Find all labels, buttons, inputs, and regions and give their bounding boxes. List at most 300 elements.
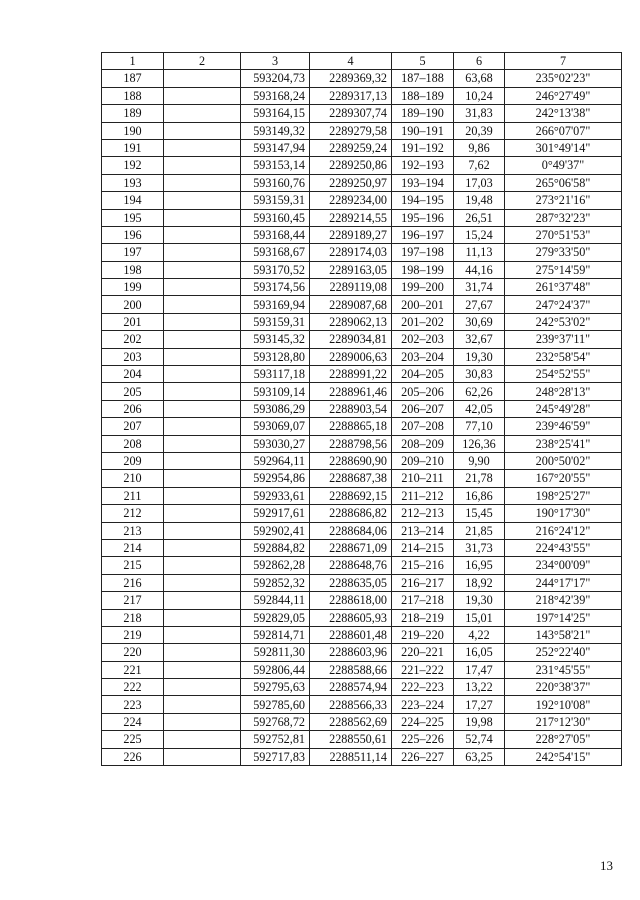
column-header-1: 1	[102, 53, 164, 70]
table-row	[102, 279, 622, 296]
bearing-cell: 275°14'59"	[505, 261, 622, 278]
point-number-cell: 224	[102, 713, 164, 730]
distance-cell: 126,36	[454, 435, 505, 452]
point-number-cell: 196	[102, 226, 164, 243]
blank-cell-cell	[164, 505, 241, 522]
y-coordinate-cell: 2289250,97	[310, 174, 392, 191]
distance-cell: 30,69	[454, 313, 505, 330]
y-coordinate-cell: 2288574,94	[310, 679, 392, 696]
y-coordinate-cell: 2289259,24	[310, 139, 392, 156]
y-coordinate-cell: 2288991,22	[310, 366, 392, 383]
blank-cell-cell	[164, 331, 241, 348]
y-coordinate-cell: 2289189,27	[310, 226, 392, 243]
distance-cell: 17,03	[454, 174, 505, 191]
segment-cell: 191–192	[392, 139, 454, 156]
bearing-cell: 252°22'40"	[505, 644, 622, 661]
bearing-cell: 261°37'48"	[505, 279, 622, 296]
table-row	[102, 679, 622, 696]
x-coordinate-cell: 593169,94	[241, 296, 310, 313]
table-row	[102, 452, 622, 469]
distance-cell: 19,48	[454, 192, 505, 209]
segment-cell: 188–189	[392, 87, 454, 104]
blank-cell-cell	[164, 748, 241, 765]
y-coordinate-cell: 2288601,48	[310, 626, 392, 643]
blank-cell-cell	[164, 435, 241, 452]
table-row	[102, 244, 622, 261]
y-coordinate-cell: 2288635,05	[310, 574, 392, 591]
bearing-cell: 224°43'55"	[505, 539, 622, 556]
y-coordinate-cell: 2289163,05	[310, 261, 392, 278]
column-header-3: 3	[241, 53, 310, 70]
blank-cell-cell	[164, 626, 241, 643]
distance-cell: 63,68	[454, 70, 505, 87]
bearing-cell: 244°17'17"	[505, 574, 622, 591]
y-coordinate-cell: 2289062,13	[310, 313, 392, 330]
distance-cell: 31,73	[454, 539, 505, 556]
segment-cell: 217–218	[392, 592, 454, 609]
y-coordinate-cell: 2289174,03	[310, 244, 392, 261]
segment-cell: 196–197	[392, 226, 454, 243]
blank-cell-cell	[164, 644, 241, 661]
table-row	[102, 748, 622, 765]
y-coordinate-cell: 2288550,61	[310, 731, 392, 748]
table-row	[102, 313, 622, 330]
segment-cell: 213–214	[392, 522, 454, 539]
blank-cell-cell	[164, 713, 241, 730]
blank-cell-cell	[164, 470, 241, 487]
blank-cell-cell	[164, 557, 241, 574]
x-coordinate-cell: 592768,72	[241, 713, 310, 730]
segment-cell: 197–198	[392, 244, 454, 261]
x-coordinate-cell: 592917,61	[241, 505, 310, 522]
segment-cell: 209–210	[392, 452, 454, 469]
table-row	[102, 661, 622, 678]
segment-cell: 195–196	[392, 209, 454, 226]
x-coordinate-cell: 592814,71	[241, 626, 310, 643]
table-row	[102, 331, 622, 348]
table-row	[102, 348, 622, 365]
distance-cell: 19,30	[454, 592, 505, 609]
blank-cell-cell	[164, 261, 241, 278]
x-coordinate-cell: 593168,44	[241, 226, 310, 243]
bearing-cell: 198°25'27"	[505, 487, 622, 504]
point-number-cell: 220	[102, 644, 164, 661]
segment-cell: 216–217	[392, 574, 454, 591]
x-coordinate-cell: 592862,28	[241, 557, 310, 574]
table-row	[102, 174, 622, 191]
column-header-2: 2	[164, 53, 241, 70]
distance-cell: 62,26	[454, 383, 505, 400]
y-coordinate-cell: 2288511,14	[310, 748, 392, 765]
point-number-cell: 207	[102, 418, 164, 435]
bearing-cell: 220°38'37"	[505, 679, 622, 696]
bearing-cell: 273°21'16"	[505, 192, 622, 209]
y-coordinate-cell: 2288648,76	[310, 557, 392, 574]
segment-cell: 214–215	[392, 539, 454, 556]
bearing-cell: 234°00'09"	[505, 557, 622, 574]
point-number-cell: 216	[102, 574, 164, 591]
x-coordinate-cell: 592717,83	[241, 748, 310, 765]
point-number-cell: 212	[102, 505, 164, 522]
segment-cell: 190–191	[392, 122, 454, 139]
table-row	[102, 696, 622, 713]
distance-cell: 9,86	[454, 139, 505, 156]
y-coordinate-cell: 2289250,86	[310, 157, 392, 174]
x-coordinate-cell: 592795,63	[241, 679, 310, 696]
table-row	[102, 400, 622, 417]
segment-cell: 211–212	[392, 487, 454, 504]
blank-cell-cell	[164, 661, 241, 678]
bearing-cell: 235°02'23"	[505, 70, 622, 87]
x-coordinate-cell: 592884,82	[241, 539, 310, 556]
bearing-cell: 301°49'14"	[505, 139, 622, 156]
bearing-cell: 270°51'53"	[505, 226, 622, 243]
point-number-cell: 223	[102, 696, 164, 713]
x-coordinate-cell: 593168,24	[241, 87, 310, 104]
x-coordinate-cell: 593109,14	[241, 383, 310, 400]
bearing-cell: 254°52'55"	[505, 366, 622, 383]
point-number-cell: 209	[102, 452, 164, 469]
bearing-cell: 190°17'30"	[505, 505, 622, 522]
blank-cell-cell	[164, 452, 241, 469]
bearing-cell: 248°28'13"	[505, 383, 622, 400]
table-row	[102, 105, 622, 122]
segment-cell: 187–188	[392, 70, 454, 87]
segment-cell: 189–190	[392, 105, 454, 122]
blank-cell-cell	[164, 731, 241, 748]
bearing-cell: 232°58'54"	[505, 348, 622, 365]
distance-cell: 17,47	[454, 661, 505, 678]
bearing-cell: 242°53'02"	[505, 313, 622, 330]
segment-cell: 201–202	[392, 313, 454, 330]
point-number-cell: 199	[102, 279, 164, 296]
blank-cell-cell	[164, 487, 241, 504]
segment-cell: 210–211	[392, 470, 454, 487]
segment-cell: 200–201	[392, 296, 454, 313]
y-coordinate-cell: 2289317,13	[310, 87, 392, 104]
distance-cell: 17,27	[454, 696, 505, 713]
x-coordinate-cell: 593128,80	[241, 348, 310, 365]
blank-cell-cell	[164, 139, 241, 156]
segment-cell: 220–221	[392, 644, 454, 661]
point-number-cell: 191	[102, 139, 164, 156]
distance-cell: 16,05	[454, 644, 505, 661]
segment-cell: 205–206	[392, 383, 454, 400]
distance-cell: 26,51	[454, 209, 505, 226]
table-row	[102, 261, 622, 278]
segment-cell: 203–204	[392, 348, 454, 365]
bearing-cell: 218°42'39"	[505, 592, 622, 609]
point-number-cell: 219	[102, 626, 164, 643]
bearing-cell: 247°24'37"	[505, 296, 622, 313]
blank-cell-cell	[164, 313, 241, 330]
segment-cell: 223–224	[392, 696, 454, 713]
table-row	[102, 70, 622, 87]
segment-cell: 224–225	[392, 713, 454, 730]
segment-cell: 192–193	[392, 157, 454, 174]
segment-cell: 226–227	[392, 748, 454, 765]
table-row	[102, 644, 622, 661]
x-coordinate-cell: 593164,15	[241, 105, 310, 122]
bearing-cell: 266°07'07"	[505, 122, 622, 139]
y-coordinate-cell: 2288687,38	[310, 470, 392, 487]
point-number-cell: 225	[102, 731, 164, 748]
segment-cell: 194–195	[392, 192, 454, 209]
y-coordinate-cell: 2288605,93	[310, 609, 392, 626]
y-coordinate-cell: 2288690,90	[310, 452, 392, 469]
distance-cell: 42,05	[454, 400, 505, 417]
point-number-cell: 217	[102, 592, 164, 609]
bearing-cell: 238°25'41"	[505, 435, 622, 452]
bearing-cell: 239°37'11"	[505, 331, 622, 348]
y-coordinate-cell: 2288566,33	[310, 696, 392, 713]
point-number-cell: 192	[102, 157, 164, 174]
table-row	[102, 209, 622, 226]
x-coordinate-cell: 592902,41	[241, 522, 310, 539]
blank-cell-cell	[164, 366, 241, 383]
y-coordinate-cell: 2288961,46	[310, 383, 392, 400]
bearing-cell: 216°24'12"	[505, 522, 622, 539]
x-coordinate-cell: 592806,44	[241, 661, 310, 678]
point-number-cell: 204	[102, 366, 164, 383]
x-coordinate-cell: 593160,45	[241, 209, 310, 226]
bearing-cell: 265°06'58"	[505, 174, 622, 191]
table-row	[102, 122, 622, 139]
y-coordinate-cell: 2288618,00	[310, 592, 392, 609]
bearing-cell: 242°13'38"	[505, 105, 622, 122]
bearing-cell: 143°58'21"	[505, 626, 622, 643]
table-row	[102, 505, 622, 522]
y-coordinate-cell: 2289307,74	[310, 105, 392, 122]
blank-cell-cell	[164, 574, 241, 591]
point-number-cell: 200	[102, 296, 164, 313]
column-header-5: 5	[392, 53, 454, 70]
segment-cell: 221–222	[392, 661, 454, 678]
y-coordinate-cell: 2288903,54	[310, 400, 392, 417]
table-row	[102, 539, 622, 556]
y-coordinate-cell: 2288798,56	[310, 435, 392, 452]
point-number-cell: 208	[102, 435, 164, 452]
table-row	[102, 522, 622, 539]
y-coordinate-cell: 2288588,66	[310, 661, 392, 678]
y-coordinate-cell: 2289369,32	[310, 70, 392, 87]
bearing-cell: 279°33'50"	[505, 244, 622, 261]
distance-cell: 16,95	[454, 557, 505, 574]
x-coordinate-cell: 593149,32	[241, 122, 310, 139]
column-header-7: 7	[505, 53, 622, 70]
y-coordinate-cell: 2289006,63	[310, 348, 392, 365]
segment-cell: 204–205	[392, 366, 454, 383]
point-number-cell: 188	[102, 87, 164, 104]
x-coordinate-cell: 592852,32	[241, 574, 310, 591]
table-row	[102, 418, 622, 435]
column-header-4: 4	[310, 53, 392, 70]
point-number-cell: 214	[102, 539, 164, 556]
blank-cell-cell	[164, 609, 241, 626]
table-row	[102, 731, 622, 748]
distance-cell: 4,22	[454, 626, 505, 643]
page-number: 13	[600, 858, 613, 873]
table-row	[102, 139, 622, 156]
x-coordinate-cell: 592752,81	[241, 731, 310, 748]
distance-cell: 10,24	[454, 87, 505, 104]
point-number-cell: 193	[102, 174, 164, 191]
point-number-cell: 197	[102, 244, 164, 261]
distance-cell: 32,67	[454, 331, 505, 348]
bearing-cell: 167°20'55"	[505, 470, 622, 487]
point-number-cell: 226	[102, 748, 164, 765]
blank-cell-cell	[164, 679, 241, 696]
blank-cell-cell	[164, 226, 241, 243]
y-coordinate-cell: 2289034,81	[310, 331, 392, 348]
distance-cell: 30,83	[454, 366, 505, 383]
x-coordinate-cell: 593086,29	[241, 400, 310, 417]
point-number-cell: 221	[102, 661, 164, 678]
segment-cell: 193–194	[392, 174, 454, 191]
x-coordinate-cell: 593117,18	[241, 366, 310, 383]
distance-cell: 44,16	[454, 261, 505, 278]
table-row	[102, 574, 622, 591]
x-coordinate-cell: 593030,27	[241, 435, 310, 452]
y-coordinate-cell: 2288603,96	[310, 644, 392, 661]
bearing-cell: 246°27'49"	[505, 87, 622, 104]
point-number-cell: 202	[102, 331, 164, 348]
point-number-cell: 194	[102, 192, 164, 209]
segment-cell: 199–200	[392, 279, 454, 296]
distance-cell: 15,45	[454, 505, 505, 522]
table-header-row	[102, 53, 622, 70]
point-number-cell: 206	[102, 400, 164, 417]
x-coordinate-cell: 592964,11	[241, 452, 310, 469]
y-coordinate-cell: 2288686,82	[310, 505, 392, 522]
distance-cell: 9,90	[454, 452, 505, 469]
distance-cell: 19,98	[454, 713, 505, 730]
blank-cell-cell	[164, 122, 241, 139]
x-coordinate-cell: 593170,52	[241, 261, 310, 278]
bearing-cell: 245°49'28"	[505, 400, 622, 417]
blank-cell-cell	[164, 522, 241, 539]
blank-cell-cell	[164, 418, 241, 435]
x-coordinate-cell: 593159,31	[241, 313, 310, 330]
segment-cell: 206–207	[392, 400, 454, 417]
distance-cell: 7,62	[454, 157, 505, 174]
y-coordinate-cell: 2288692,15	[310, 487, 392, 504]
y-coordinate-cell: 2289279,58	[310, 122, 392, 139]
table-row	[102, 296, 622, 313]
segment-cell: 202–203	[392, 331, 454, 348]
bearing-cell: 200°50'02"	[505, 452, 622, 469]
blank-cell-cell	[164, 539, 241, 556]
distance-cell: 11,13	[454, 244, 505, 261]
point-number-cell: 205	[102, 383, 164, 400]
bearing-cell: 217°12'30"	[505, 713, 622, 730]
blank-cell-cell	[164, 383, 241, 400]
x-coordinate-cell: 592954,86	[241, 470, 310, 487]
blank-cell-cell	[164, 400, 241, 417]
blank-cell-cell	[164, 174, 241, 191]
point-number-cell: 211	[102, 487, 164, 504]
point-number-cell: 222	[102, 679, 164, 696]
x-coordinate-cell: 593147,94	[241, 139, 310, 156]
table-row	[102, 226, 622, 243]
y-coordinate-cell: 2288562,69	[310, 713, 392, 730]
bearing-cell: 197°14'25"	[505, 609, 622, 626]
segment-cell: 208–209	[392, 435, 454, 452]
table-row	[102, 713, 622, 730]
point-number-cell: 213	[102, 522, 164, 539]
segment-cell: 222–223	[392, 679, 454, 696]
distance-cell: 27,67	[454, 296, 505, 313]
segment-cell: 207–208	[392, 418, 454, 435]
x-coordinate-cell: 593168,67	[241, 244, 310, 261]
x-coordinate-cell: 592933,61	[241, 487, 310, 504]
y-coordinate-cell: 2289234,00	[310, 192, 392, 209]
bearing-cell: 192°10'08"	[505, 696, 622, 713]
segment-cell: 212–213	[392, 505, 454, 522]
table-row	[102, 487, 622, 504]
distance-cell: 18,92	[454, 574, 505, 591]
segment-cell: 225–226	[392, 731, 454, 748]
coordinates-table	[101, 52, 622, 766]
y-coordinate-cell: 2289214,55	[310, 209, 392, 226]
table-row	[102, 470, 622, 487]
table-row	[102, 592, 622, 609]
bearing-cell: 0°49'37"	[505, 157, 622, 174]
distance-cell: 52,74	[454, 731, 505, 748]
blank-cell-cell	[164, 209, 241, 226]
y-coordinate-cell: 2288671,09	[310, 539, 392, 556]
blank-cell-cell	[164, 279, 241, 296]
segment-cell: 198–199	[392, 261, 454, 278]
bearing-cell: 239°46'59"	[505, 418, 622, 435]
blank-cell-cell	[164, 70, 241, 87]
point-number-cell: 195	[102, 209, 164, 226]
y-coordinate-cell: 2289087,68	[310, 296, 392, 313]
point-number-cell: 210	[102, 470, 164, 487]
point-number-cell: 203	[102, 348, 164, 365]
segment-cell: 215–216	[392, 557, 454, 574]
x-coordinate-cell: 593145,32	[241, 331, 310, 348]
distance-cell: 77,10	[454, 418, 505, 435]
segment-cell: 219–220	[392, 626, 454, 643]
distance-cell: 21,85	[454, 522, 505, 539]
blank-cell-cell	[164, 296, 241, 313]
point-number-cell: 189	[102, 105, 164, 122]
table-row	[102, 366, 622, 383]
blank-cell-cell	[164, 696, 241, 713]
point-number-cell: 201	[102, 313, 164, 330]
segment-cell: 218–219	[392, 609, 454, 626]
blank-cell-cell	[164, 105, 241, 122]
bearing-cell: 242°54'15"	[505, 748, 622, 765]
x-coordinate-cell: 592844,11	[241, 592, 310, 609]
blank-cell-cell	[164, 192, 241, 209]
point-number-cell: 190	[102, 122, 164, 139]
distance-cell: 16,86	[454, 487, 505, 504]
table-row	[102, 609, 622, 626]
table-row	[102, 557, 622, 574]
table-row	[102, 435, 622, 452]
distance-cell: 15,24	[454, 226, 505, 243]
bearing-cell: 231°45'55"	[505, 661, 622, 678]
distance-cell: 15,01	[454, 609, 505, 626]
bearing-cell: 228°27'05"	[505, 731, 622, 748]
distance-cell: 31,83	[454, 105, 505, 122]
x-coordinate-cell: 593069,07	[241, 418, 310, 435]
column-header-6: 6	[454, 53, 505, 70]
distance-cell: 19,30	[454, 348, 505, 365]
distance-cell: 63,25	[454, 748, 505, 765]
